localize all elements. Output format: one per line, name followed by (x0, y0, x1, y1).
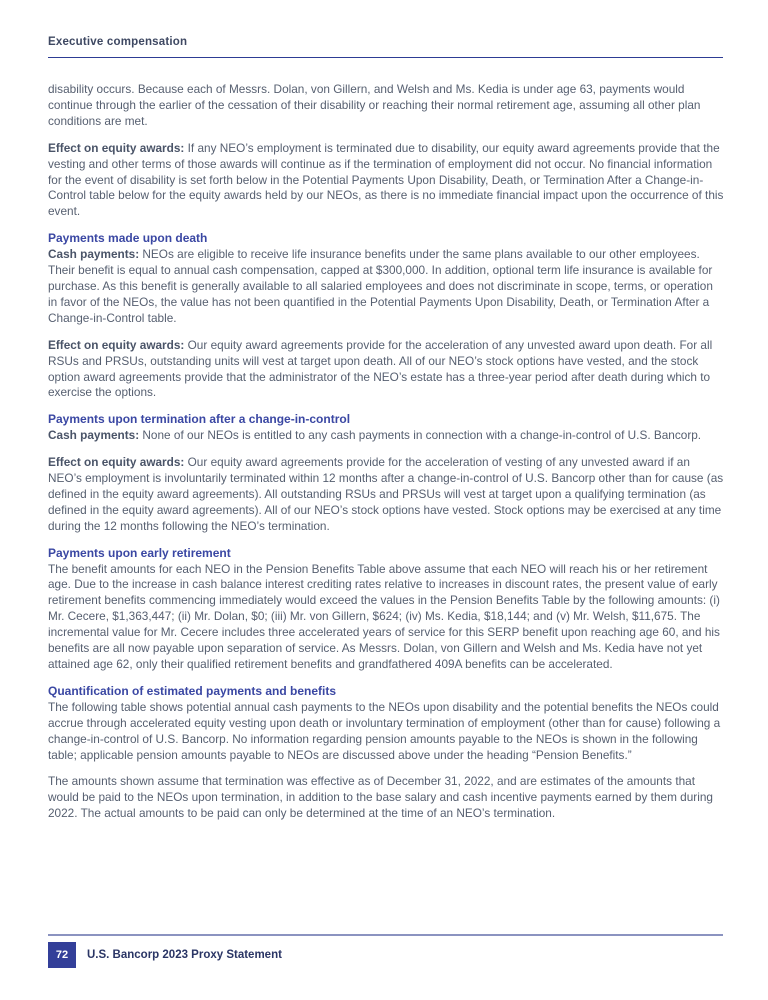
paragraph-lead: Effect on equity awards: (48, 140, 188, 155)
page-number-badge: 72 (48, 942, 76, 968)
paragraph: Effect on equity awards: Our equity award agreements provide for the acceleration of any unvested award upon death. For all RSUs and PRSUs, outstanding units will vest at target upon death. All of our NEO’s stock options have vested, and the stock option award agreements provide that the administrator of the NEO’s estate has a three-year period after death during which to exercise the options. (48, 337, 713, 400)
document-body (48, 82, 724, 822)
section-heading: Quantification of estimated payments and benefits (48, 683, 337, 698)
footer-title: U.S. Bancorp 2023 Proxy Statement (87, 949, 282, 961)
paragraph: Effect on equity awards: If any NEO’s employment is terminated due to disability, our equity award agreements provide that the vesting and other terms of those awards will continue as if the termination of employment did not occur. No financial information for the event of disability is set forth below in the Potential Payments Upon Disability, Death, or Termination After a Change-in-Control table below for the equity awards held by our NEOs, as there is no immediate financial impact upon the occurrence of this event. (48, 140, 724, 219)
page-footer (48, 934, 723, 968)
paragraph: The benefit amounts for each NEO in the Pension Benefits Table above assume that each NEO will reach his or her retirement age. Due to the increase in cash balance interest crediting rates relative to increases in discount rates, the present value of early retirement benefits commencing immediately would exceed the values in the Pension Benefits Table by the following amounts: (i) Mr. Cecere, $1,363,447; (ii) Mr. Dolan, $0; (iii) Mr. von Gillern, $624; (iv) Ms. Kedia, $18,144; and (v) Mr. Welsh, $11,675. The incremental value for Mr. Cecere includes three accelerated years of service for this SERP benefit upon reaching age 60, and his benefits are all now payable upon separation of service. As Messrs. Dolan, von Gillern and Welsh and Ms. Kedia have not yet attained age 62, only their qualified retirement benefits and grandfathered 409A benefits can be accelerated. (48, 561, 720, 671)
paragraph: The following table shows potential annual cash payments to the NEOs upon disability and the potential benefits the NEOs could accrue through accelerated equity vesting upon death or involuntary termination of employment (other than for cause) following a change-in-control of U.S. Bancorp. No information regarding pension amounts payable to the NEOs is shown in the following table; applicable pension amounts payable to NEOs are discussed above under the heading “Pension Benefits.” (48, 699, 721, 762)
section-heading: Payments upon early retirement (48, 545, 231, 560)
paragraph: Cash payments: NEOs are eligible to receive life insurance benefits under the same plans available to our other employees. Their benefit is equal to annual cash compensation, capped at $300,000. In addition, optional term life insurance is available for purchase. As this benefit is generally available to all salaried employees and does not discriminate in scope, terms, or operation in favor of the NEOs, the value has not been quantified in the Potential Payments Upon Disability, Death, or Termination After a Change-in-Control table. (48, 247, 713, 325)
footer-row (48, 942, 723, 968)
section-heading: Payments made upon death (48, 231, 208, 246)
paragraph-lead: Effect on equity awards: (48, 337, 188, 352)
running-header-title: Executive compensation (48, 36, 188, 48)
paragraph: Effect on equity awards: Our equity award agreements provide for the acceleration of vesting of any unvested award if an NEO’s employment is involuntarily terminated within 12 months after a change-in-control of U.S. Bancorp other than for cause (as defined in the equity award agreements). All outstanding RSUs and PRSUs will vest at target upon a qualifying termination (as defined in the equity award agreements). All of our NEO’s stock options have vested. Stock options may be exercised at any time during the 12 months following the NEO’s termination. (48, 455, 724, 533)
section-heading: Payments upon termination after a change-in-control (48, 412, 351, 427)
footer-rule (48, 934, 723, 936)
paragraph-lead: Effect on equity awards: (48, 455, 188, 470)
paragraph: Cash payments: None of our NEOs is entitled to any cash payments in connection with a change-in-control of U.S. Bancorp. (48, 428, 702, 443)
running-header (48, 36, 723, 58)
header-rule (48, 57, 723, 58)
paragraph-lead: Cash payments: (48, 428, 143, 443)
paragraph-lead: Cash payments: (48, 247, 143, 262)
paragraph: The amounts shown assume that termination was effective as of December 31, 2022, and are estimates of the amounts that would be paid to the NEOs upon termination, in addition to the base salary and cash incentive payments earned by them during 2022. The actual amounts to be paid can only be determined at the time of an NEO’s termination. (48, 774, 713, 821)
paragraph: disability occurs. Because each of Messrs. Dolan, von Gillern, and Welsh and Ms. Kedia is under age 63, payments would continue through the earlier of the cessation of their disability or reaching their normal retirement age, assuming all other plan conditions are met. (48, 82, 701, 128)
